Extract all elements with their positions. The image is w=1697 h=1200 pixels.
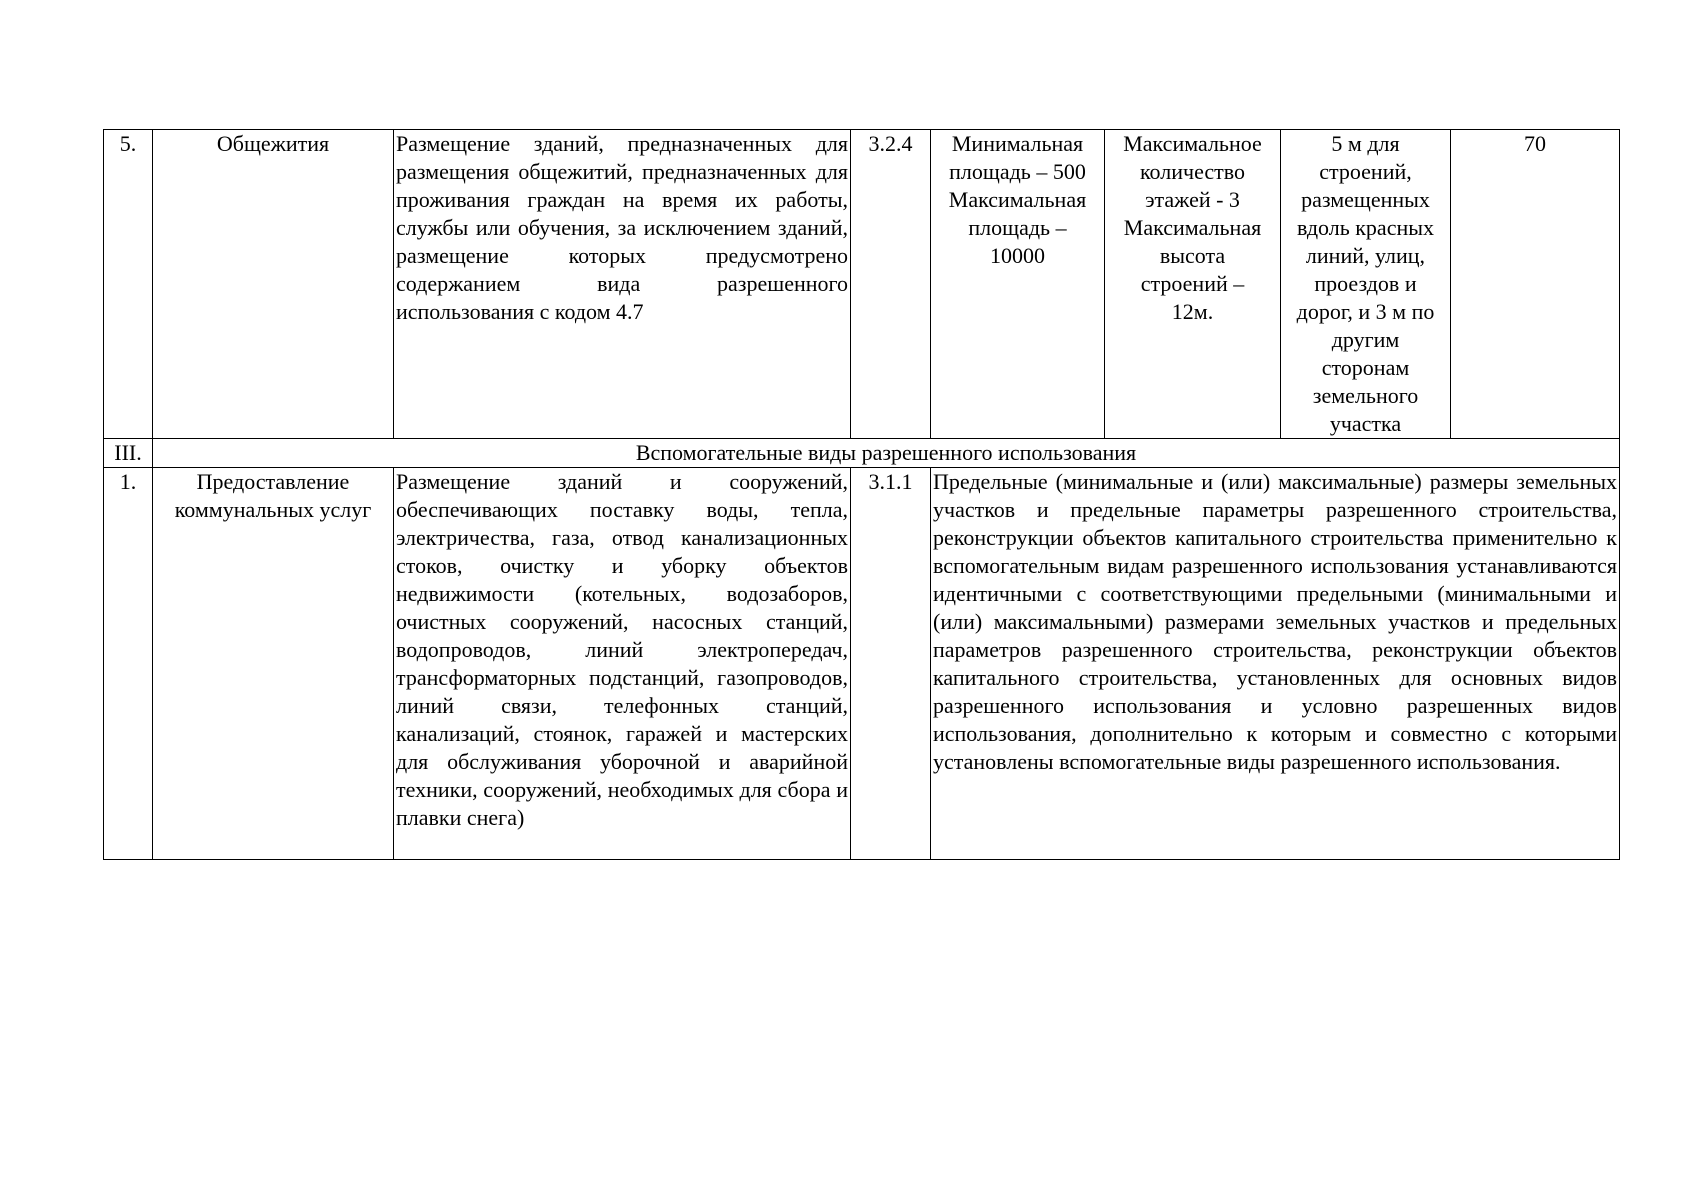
- floors-height-limits: Максимальное количество этажей - 3 Максимальная высота строений – 12м.: [1105, 130, 1281, 439]
- use-type-name: Предоставление коммунальных услуг: [153, 468, 394, 860]
- use-type-code: 3.2.4: [851, 130, 931, 439]
- section-header-row: [104, 439, 1620, 468]
- use-type-code: 3.1.1: [851, 468, 931, 860]
- land-use-table: [103, 129, 1620, 860]
- use-type-description: Размещение зданий, предназначенных для размещения общежитий, предназначенных для проживания граждан на время их работы, службы или обучения, за исключением зданий, размещение которых предусмотрено содержанием вида разрешенного использования с кодом 4.7: [394, 130, 851, 439]
- use-type-name: Общежития: [153, 130, 394, 439]
- parameters-note: Предельные (минимальные и (или) максимальные) размеры земельных участков и предельные параметры разрешенного строительства, реконструкции объектов капитального строительства применительно к вспомогательным видам разрешенного использования устанавливаются идентичными с соответствующими предельными (минимальными и (или) максимальными) размерами земельных участков и предельных параметров разрешенного строительства, реконструкции объектов капитального строительства, установленных для основных видов разрешенного использования и условно разрешенных видов использования, дополнительно к которым и совместно с которыми установлены вспомогательные виды разрешенного использования.: [931, 468, 1620, 860]
- section-number: III.: [104, 439, 153, 468]
- section-title: Вспомогательные виды разрешенного использования: [153, 439, 1620, 468]
- setback-limits: 5 м для строений, размещенных вдоль красных линий, улиц, проездов и дорог, и 3 м по другим сторонам земельного участка: [1281, 130, 1451, 439]
- table-row: [104, 130, 1620, 439]
- build-up-percent: 70: [1451, 130, 1620, 439]
- row-number: 5.: [104, 130, 153, 439]
- table-row: [104, 468, 1620, 860]
- use-type-description: Размещение зданий и сооружений, обеспечивающих поставку воды, тепла, электричества, газа, отвод канализационных стоков, очистку и уборку объектов недвижимости (котельных, водозаборов, очистных сооружений, насосных станций, водопроводов, линий электропередач, трансформаторных подстанций, газопроводов, линий связи, телефонных станций, канализаций, стоянок, гаражей и мастерских для обслуживания уборочной и аварийной техники, сооружений, необходимых для сбора и плавки снега): [394, 468, 851, 860]
- row-number: 1.: [104, 468, 153, 860]
- plot-area-limits: Минимальная площадь – 500 Максимальная площадь – 10000: [931, 130, 1105, 439]
